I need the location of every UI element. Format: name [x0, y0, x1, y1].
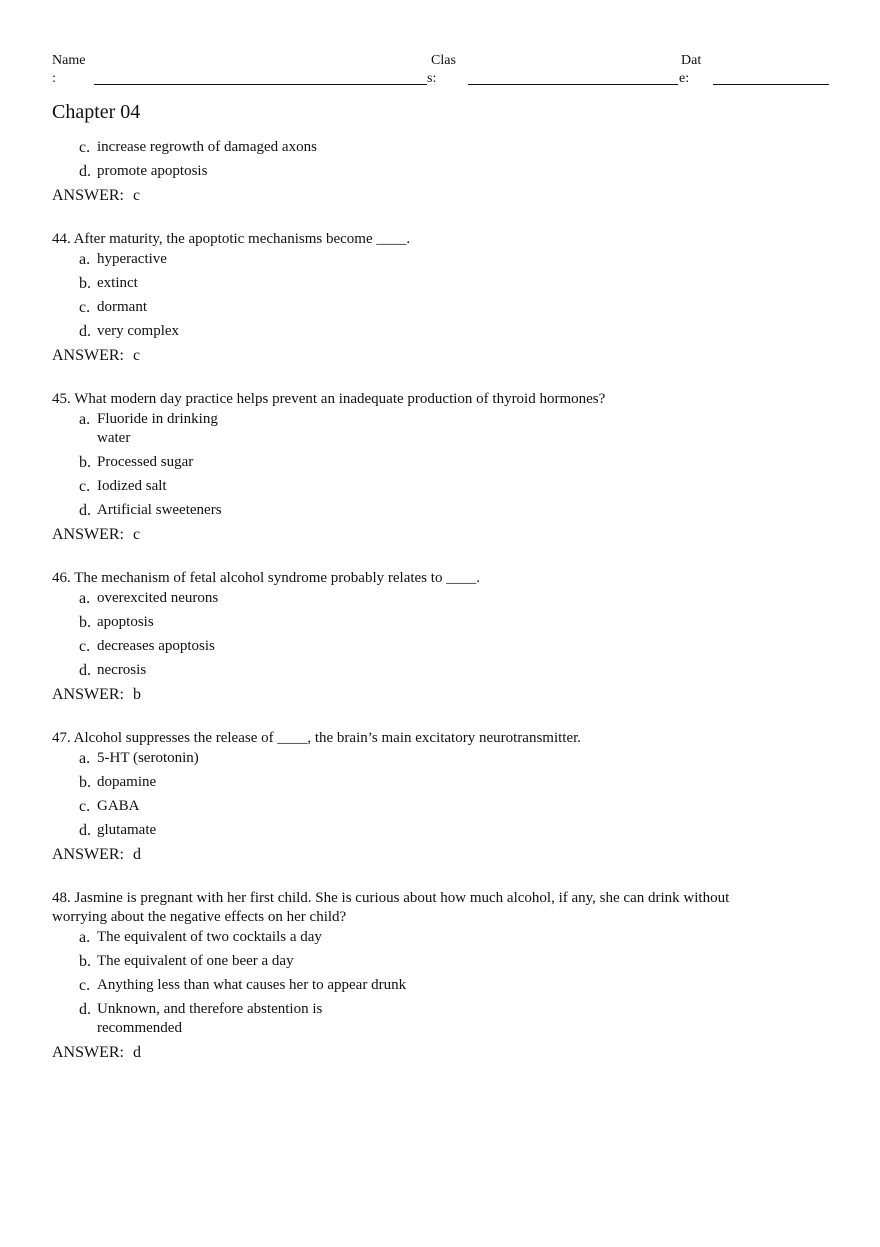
option-text: Anything less than what causes her to appear drunk: [97, 977, 407, 993]
option: [79, 410, 842, 448]
option-letter: b.: [79, 614, 91, 631]
option-letter: a.: [79, 411, 91, 428]
option-text: Artificial sweeteners: [97, 502, 222, 518]
option-text: very complex: [97, 323, 180, 339]
option: [79, 976, 842, 995]
answer-value: d: [133, 1044, 141, 1061]
option-text: apoptosis: [97, 614, 154, 630]
option: [79, 952, 842, 971]
option: [79, 637, 842, 656]
answer-value: d: [133, 846, 141, 863]
option-letter: c.: [79, 478, 91, 495]
option: [79, 821, 842, 840]
answer-value: b: [133, 686, 141, 703]
option-text: overexcited neurons: [97, 590, 219, 606]
answer-label: ANSWER:: [52, 1044, 124, 1061]
option: [79, 250, 842, 269]
option: [79, 928, 842, 947]
question-stem: 44. After maturity, the apoptotic mechanisms become ____.: [52, 231, 411, 247]
option: [79, 773, 842, 792]
option-letter: b.: [79, 953, 91, 970]
answer-label: ANSWER:: [52, 526, 124, 543]
question-continued: [52, 138, 842, 205]
class-label: Clas: [431, 53, 456, 68]
option: [79, 501, 842, 520]
option-letter: b.: [79, 774, 91, 791]
name-label: Name: [52, 53, 86, 68]
option: [79, 274, 842, 293]
option: [79, 589, 842, 608]
option-text: dormant: [97, 299, 147, 315]
answer-label: ANSWER:: [52, 347, 124, 364]
option-text: Fluoride in drinking water: [97, 411, 218, 446]
answer-line: [52, 685, 842, 704]
option: [79, 477, 842, 496]
option-text: The equivalent of two cocktails a day: [97, 929, 322, 945]
option-text: increase regrowth of damaged axons: [97, 139, 317, 155]
option-letter: c.: [79, 798, 91, 815]
date-label-colon: e:: [679, 71, 690, 86]
answer-label: ANSWER:: [52, 846, 124, 863]
class-field-line[interactable]: [468, 84, 678, 85]
chapter-title: Chapter 04: [52, 101, 141, 123]
option-text: GABA: [97, 798, 140, 814]
option: [79, 453, 842, 472]
question-stem: 48. Jasmine is pregnant with her first child. She is curious about how much alcohol, if any, she can drink without worrying about the negative effects on her child?: [52, 890, 730, 925]
option-letter: a.: [79, 750, 91, 767]
option: [79, 322, 842, 341]
option-letter: a.: [79, 251, 91, 268]
answer-value: c: [133, 187, 141, 204]
date-field-line[interactable]: [713, 84, 829, 85]
option: [79, 162, 842, 181]
option-letter: d.: [79, 323, 91, 340]
answer-value: c: [133, 347, 141, 364]
question-stem: 47. Alcohol suppresses the release of ____, the brain’s main excitatory neurotransmitter.: [52, 730, 582, 746]
question-47: [52, 729, 842, 864]
option: [79, 138, 842, 157]
question-46: [52, 569, 842, 704]
option-letter: a.: [79, 590, 91, 607]
name-label-colon: :: [52, 71, 56, 86]
answer-line: [52, 1043, 842, 1062]
answer-line: [52, 525, 842, 544]
option-letter: c.: [79, 299, 91, 316]
option-letter: b.: [79, 454, 91, 471]
answer-line: [52, 845, 842, 864]
option-text: 5-HT (serotonin): [97, 750, 199, 766]
answer-line: [52, 346, 842, 365]
option-text: dopamine: [97, 774, 157, 790]
option-text: glutamate: [97, 822, 157, 838]
option-text: promote apoptosis: [97, 163, 208, 179]
option-text: Unknown, and therefore abstention is recommended: [97, 1001, 323, 1036]
option-letter: c.: [79, 139, 91, 156]
answer-line: [52, 186, 842, 205]
option-text: necrosis: [97, 662, 147, 678]
option: [79, 661, 842, 680]
option-letter: c.: [79, 977, 91, 994]
option-letter: a.: [79, 929, 91, 946]
question-44: [52, 230, 842, 365]
question-45: [52, 390, 842, 544]
option-letter: b.: [79, 275, 91, 292]
option: [79, 749, 842, 768]
class-label-colon: s:: [427, 71, 437, 86]
option-text: Processed sugar: [97, 454, 194, 470]
question-stem: 45. What modern day practice helps prevent an inadequate production of thyroid hormones?: [52, 391, 606, 407]
option-text: Iodized salt: [97, 478, 167, 494]
option: [79, 298, 842, 317]
date-label: Dat: [681, 53, 702, 68]
option: [79, 797, 842, 816]
option-letter: c.: [79, 638, 91, 655]
option-text: hyperactive: [97, 251, 167, 267]
option: [79, 1000, 842, 1038]
answer-label: ANSWER:: [52, 686, 124, 703]
name-field-line[interactable]: [94, 84, 427, 85]
option-text: extinct: [97, 275, 138, 291]
question-stem: 46. The mechanism of fetal alcohol syndrome probably relates to ____.: [52, 570, 480, 586]
option-letter: d.: [79, 662, 91, 679]
option-text: The equivalent of one beer a day: [97, 953, 294, 969]
answer-label: ANSWER:: [52, 187, 124, 204]
option: [79, 613, 842, 632]
option-letter: d.: [79, 1001, 91, 1018]
option-text: decreases apoptosis: [97, 638, 215, 654]
option-letter: d.: [79, 822, 91, 839]
question-48: [52, 889, 842, 1062]
answer-value: c: [133, 526, 141, 543]
question-list: [52, 138, 842, 1062]
option-letter: d.: [79, 163, 91, 180]
option-letter: d.: [79, 502, 91, 519]
